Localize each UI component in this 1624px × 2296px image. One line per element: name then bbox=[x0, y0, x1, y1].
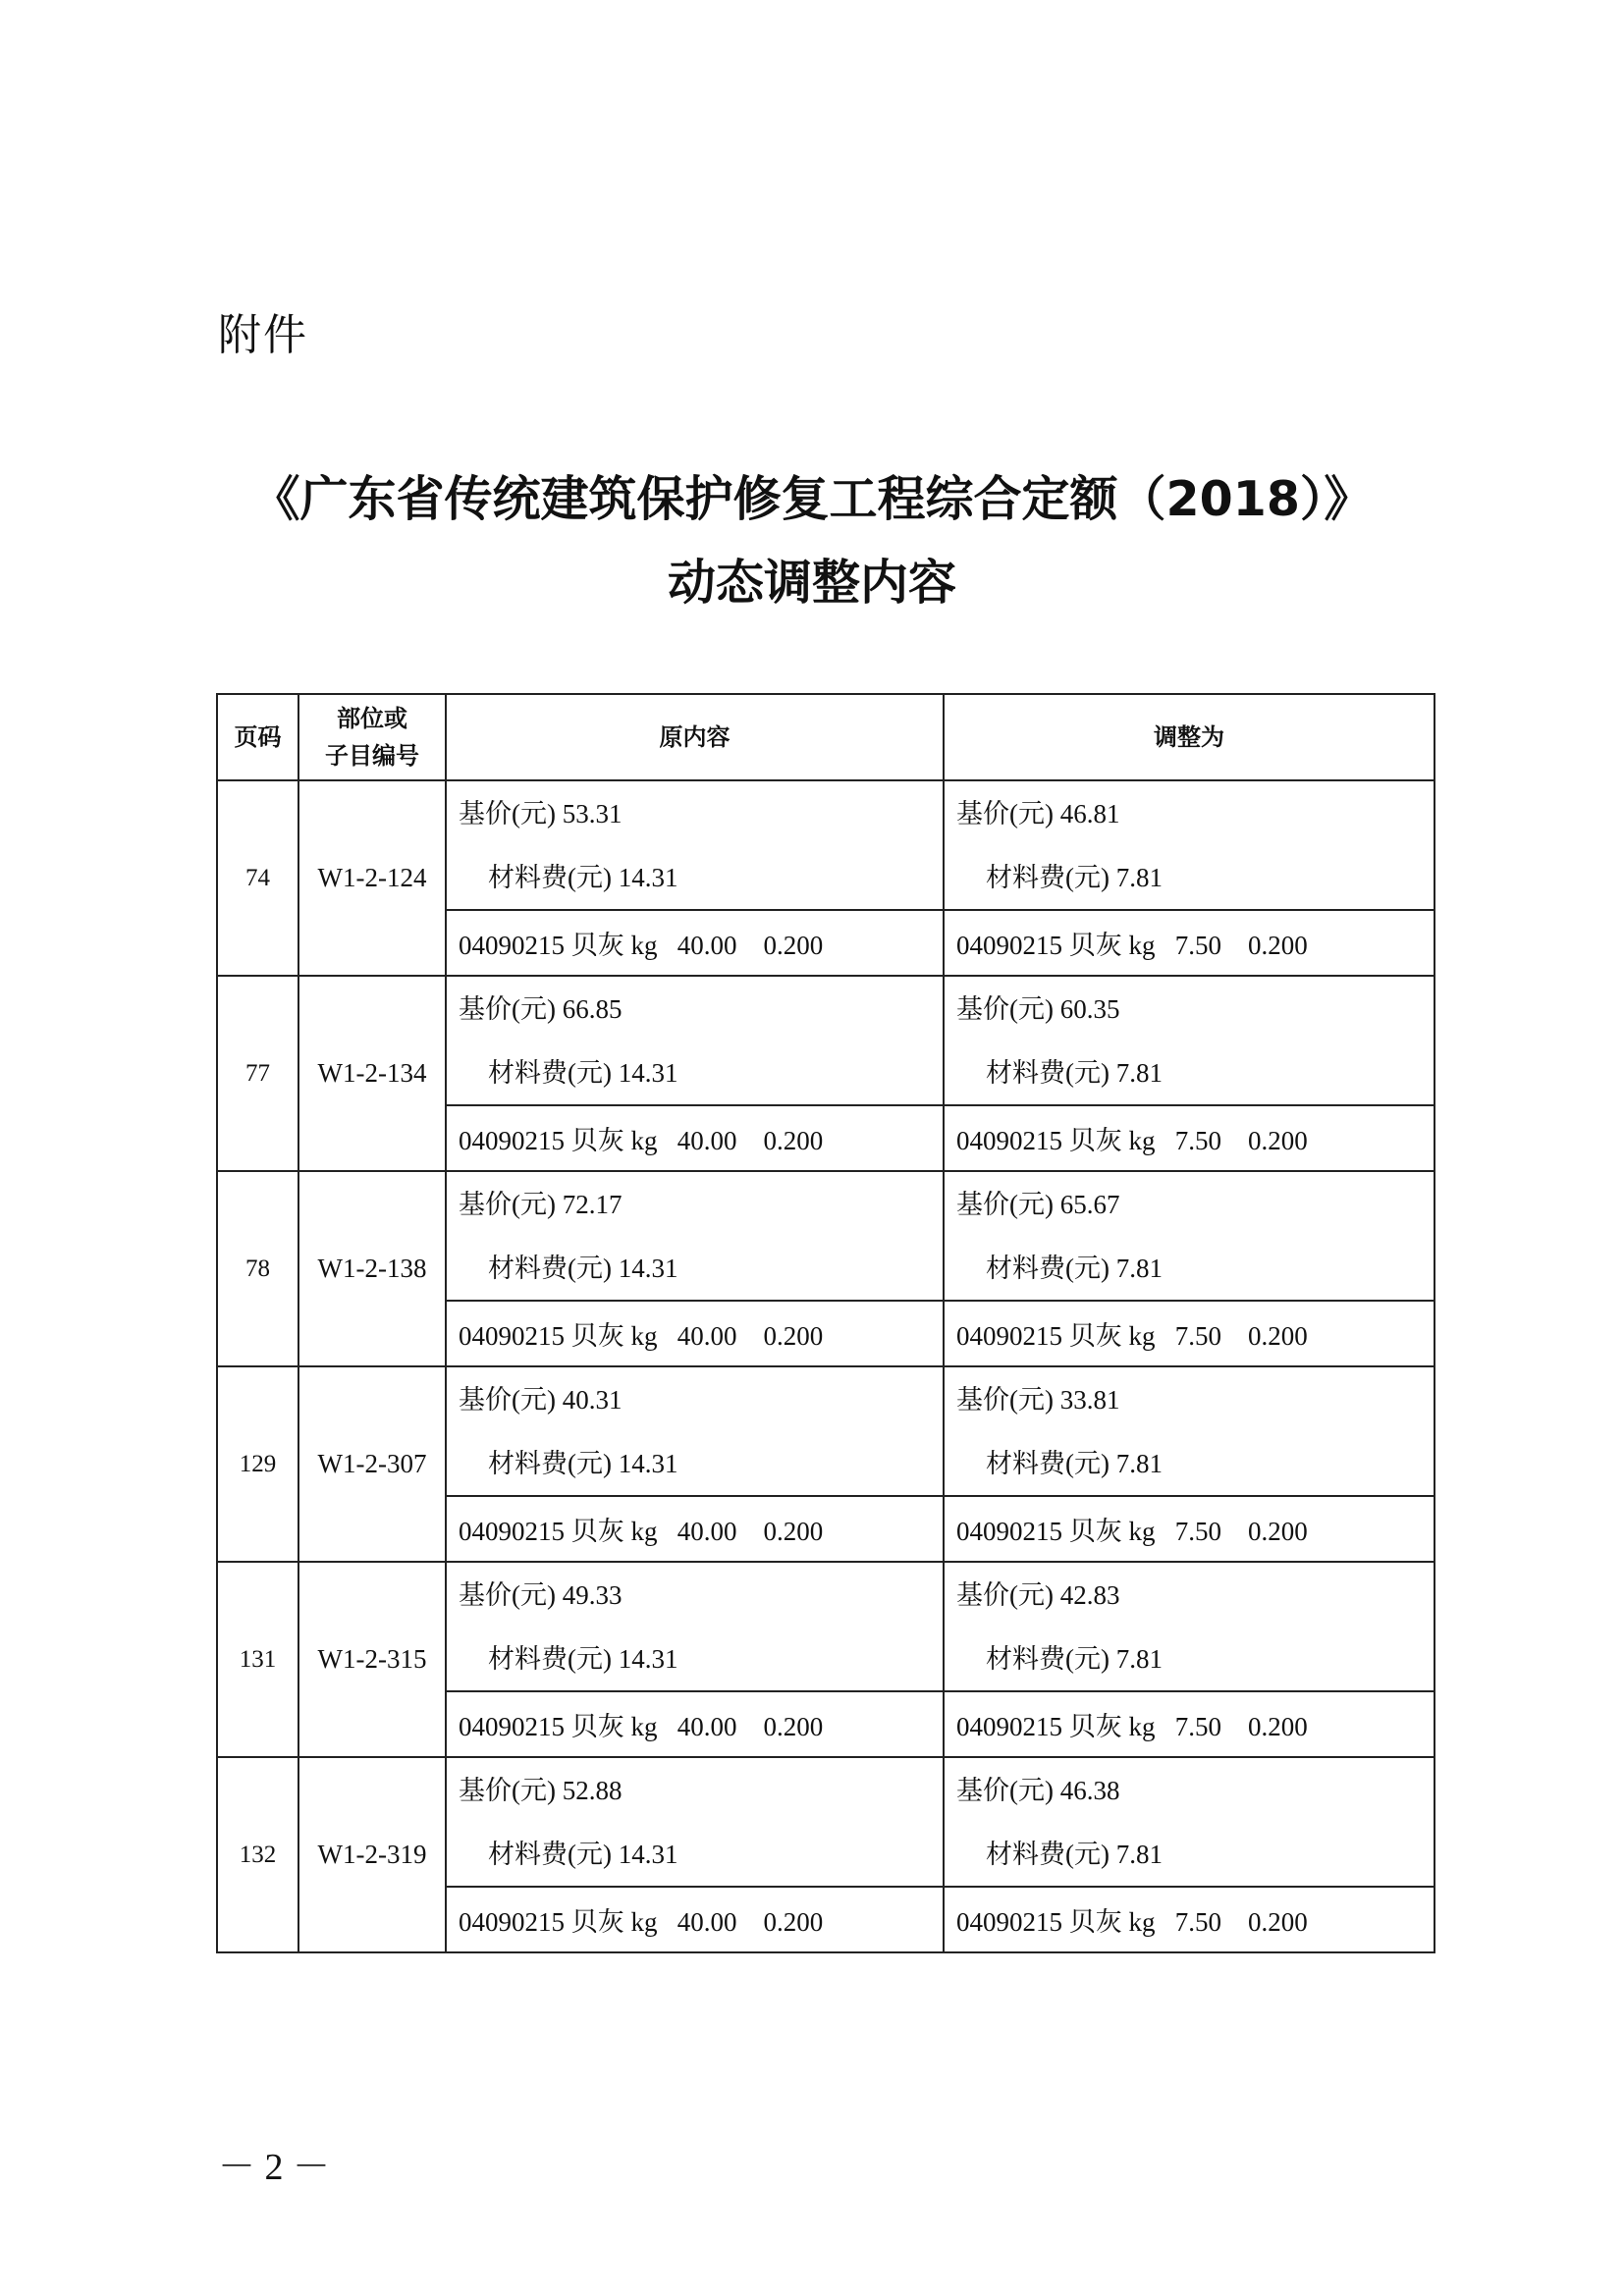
cell-adjusted-price bbox=[944, 780, 1435, 910]
cell-page: 78 bbox=[217, 1171, 298, 1366]
original-material-fee: 材料费(元) 14.31 bbox=[488, 1058, 678, 1088]
cell-page: 74 bbox=[217, 780, 298, 976]
document-title: 《广东省传统建筑保护修复工程综合定额（2018）》 bbox=[251, 471, 1373, 527]
original-base-price: 基价(元) 53.31 bbox=[459, 799, 623, 828]
table-row bbox=[217, 780, 1435, 910]
adjusted-material-fee: 材料费(元) 7.81 bbox=[986, 1058, 1163, 1088]
table-row bbox=[217, 976, 1435, 1105]
original-material-fee: 材料费(元) 14.31 bbox=[488, 1254, 678, 1283]
adjusted-base-price: 基价(元) 46.38 bbox=[956, 1776, 1120, 1805]
table-row bbox=[217, 1171, 1435, 1301]
cell-adjusted-price bbox=[944, 1171, 1435, 1301]
cell-original-price bbox=[446, 1171, 944, 1301]
cell-page: 77 bbox=[217, 976, 298, 1171]
original-material-fee: 材料费(元) 14.31 bbox=[488, 1449, 678, 1478]
adjusted-base-price: 基价(元) 42.83 bbox=[956, 1580, 1120, 1610]
adjusted-material-item: 04090215 贝灰 kg 7.50 0.200 bbox=[944, 1301, 1435, 1366]
adjusted-material-item: 04090215 贝灰 kg 7.50 0.200 bbox=[944, 1105, 1435, 1171]
cell-code: W1-2-319 bbox=[298, 1757, 446, 1952]
cell-original-price bbox=[446, 780, 944, 910]
adjusted-material-fee: 材料费(元) 7.81 bbox=[986, 1254, 1163, 1283]
adjusted-material-item: 04090215 贝灰 kg 7.50 0.200 bbox=[944, 1496, 1435, 1562]
adjusted-material-fee: 材料费(元) 7.81 bbox=[986, 1449, 1163, 1478]
original-material-item: 04090215 贝灰 kg 40.00 0.200 bbox=[446, 1301, 944, 1366]
header-original: 原内容 bbox=[446, 694, 944, 780]
cell-page: 131 bbox=[217, 1562, 298, 1757]
adjusted-material-fee: 材料费(元) 7.81 bbox=[986, 863, 1163, 892]
adjusted-base-price: 基价(元) 33.81 bbox=[956, 1385, 1120, 1415]
adjusted-base-price: 基价(元) 65.67 bbox=[956, 1190, 1120, 1219]
header-code-line2: 子目编号 bbox=[325, 742, 419, 770]
adjusted-base-price: 基价(元) 60.35 bbox=[956, 994, 1120, 1024]
cell-code: W1-2-307 bbox=[298, 1366, 446, 1562]
adjustment-table bbox=[216, 693, 1435, 1953]
cell-adjusted-price bbox=[944, 1757, 1435, 1887]
original-material-fee: 材料费(元) 14.31 bbox=[488, 1644, 678, 1674]
document-subtitle: 动态调整内容 bbox=[667, 555, 956, 611]
cell-code: W1-2-138 bbox=[298, 1171, 446, 1366]
adjusted-material-fee: 材料费(元) 7.81 bbox=[986, 1644, 1163, 1674]
cell-page: 132 bbox=[217, 1757, 298, 1952]
adjusted-material-item: 04090215 贝灰 kg 7.50 0.200 bbox=[944, 1887, 1435, 1952]
original-material-fee: 材料费(元) 14.31 bbox=[488, 863, 678, 892]
original-base-price: 基价(元) 72.17 bbox=[459, 1190, 623, 1219]
table-row bbox=[217, 1757, 1435, 1887]
cell-code: W1-2-124 bbox=[298, 780, 446, 976]
page-number: － 2 － bbox=[218, 2147, 331, 2188]
table-row bbox=[217, 1562, 1435, 1691]
cell-page: 129 bbox=[217, 1366, 298, 1562]
cell-original-price bbox=[446, 1757, 944, 1887]
original-base-price: 基价(元) 49.33 bbox=[459, 1580, 623, 1610]
original-base-price: 基价(元) 66.85 bbox=[459, 994, 623, 1024]
original-material-item: 04090215 贝灰 kg 40.00 0.200 bbox=[446, 1887, 944, 1952]
original-material-item: 04090215 贝灰 kg 40.00 0.200 bbox=[446, 1105, 944, 1171]
cell-original-price bbox=[446, 1562, 944, 1691]
original-material-item: 04090215 贝灰 kg 40.00 0.200 bbox=[446, 910, 944, 976]
adjusted-base-price: 基价(元) 46.81 bbox=[956, 799, 1120, 828]
table-header-row bbox=[217, 694, 1435, 780]
adjusted-material-fee: 材料费(元) 7.81 bbox=[986, 1840, 1163, 1869]
table-body bbox=[217, 780, 1435, 1952]
original-base-price: 基价(元) 52.88 bbox=[459, 1776, 623, 1805]
header-code bbox=[298, 694, 446, 780]
original-material-item: 04090215 贝灰 kg 40.00 0.200 bbox=[446, 1496, 944, 1562]
cell-adjusted-price bbox=[944, 976, 1435, 1105]
adjusted-material-item: 04090215 贝灰 kg 7.50 0.200 bbox=[944, 910, 1435, 976]
original-material-fee: 材料费(元) 14.31 bbox=[488, 1840, 678, 1869]
table-row bbox=[217, 1366, 1435, 1496]
attachment-label: 附件 bbox=[218, 310, 308, 360]
cell-adjusted-price bbox=[944, 1562, 1435, 1691]
original-base-price: 基价(元) 40.31 bbox=[459, 1385, 623, 1415]
cell-code: W1-2-134 bbox=[298, 976, 446, 1171]
header-page: 页码 bbox=[217, 694, 298, 780]
adjusted-material-item: 04090215 贝灰 kg 7.50 0.200 bbox=[944, 1691, 1435, 1757]
header-code-line1: 部位或 bbox=[337, 705, 407, 732]
cell-adjusted-price bbox=[944, 1366, 1435, 1496]
cell-original-price bbox=[446, 976, 944, 1105]
original-material-item: 04090215 贝灰 kg 40.00 0.200 bbox=[446, 1691, 944, 1757]
cell-code: W1-2-315 bbox=[298, 1562, 446, 1757]
cell-original-price bbox=[446, 1366, 944, 1496]
header-adjusted: 调整为 bbox=[944, 694, 1435, 780]
